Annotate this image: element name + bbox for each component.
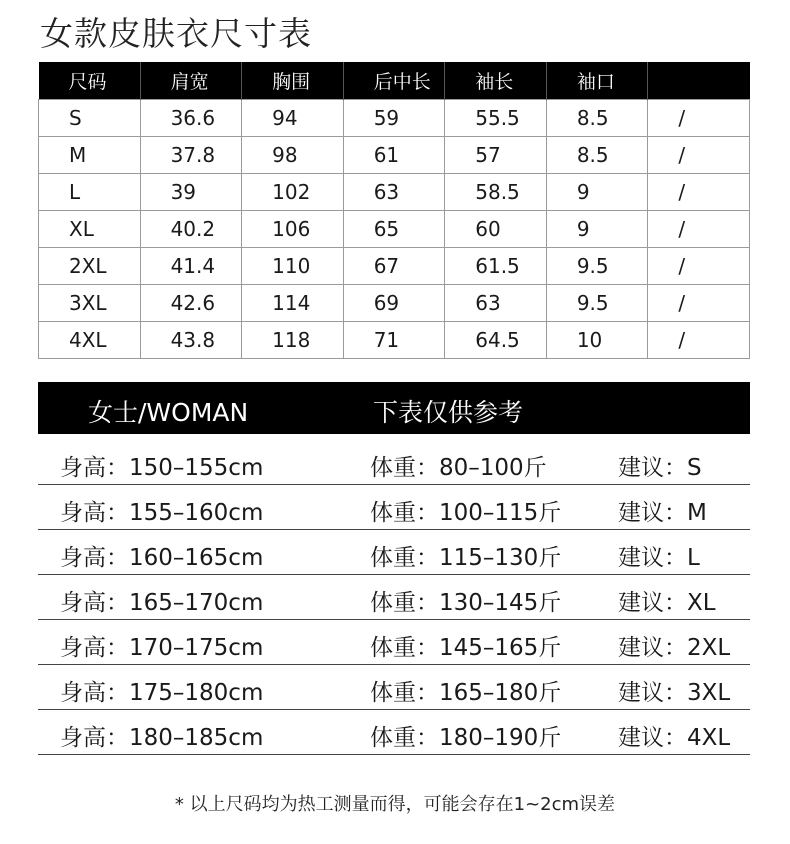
table-cell: 2XL (39, 248, 141, 285)
suggested-size: 建议：L (618, 545, 700, 571)
table-cell: 61.5 (445, 248, 547, 285)
recommendation-list (38, 440, 750, 755)
list-item (38, 575, 750, 620)
suggested-size: 建议：XL (618, 590, 716, 616)
table-cell: 63 (343, 174, 445, 211)
header-cuff: 袖口 (546, 62, 648, 100)
weight-range: 体重：165–180斤 (370, 680, 562, 706)
table-cell: 60 (445, 211, 547, 248)
table-cell: 43.8 (140, 322, 242, 359)
table-cell: / (648, 285, 750, 322)
banner-note: 下表仅供参考 (373, 398, 524, 427)
table-cell: 94 (242, 100, 344, 137)
table-cell: 10 (546, 322, 648, 359)
table-cell: 63 (445, 285, 547, 322)
height-range: 身高：160–165cm (60, 545, 264, 571)
list-item (38, 440, 750, 485)
weight-range: 体重：180–190斤 (370, 725, 562, 751)
suggested-size: 建议：4XL (618, 725, 731, 751)
table-cell: 64.5 (445, 322, 547, 359)
table-cell: 110 (242, 248, 344, 285)
table-cell: XL (39, 211, 141, 248)
weight-range: 体重：130–145斤 (370, 590, 562, 616)
table-cell: 106 (242, 211, 344, 248)
table-cell: 36.6 (140, 100, 242, 137)
banner-title: 女士/WOMAN (88, 398, 249, 427)
table-row (39, 100, 750, 137)
list-item (38, 530, 750, 575)
table-cell: 37.8 (140, 137, 242, 174)
table-cell: L (39, 174, 141, 211)
table-cell: 8.5 (546, 137, 648, 174)
header-chest: 胸围 (242, 62, 344, 100)
suggested-size: 建议：S (618, 455, 702, 481)
table-cell: 3XL (39, 285, 141, 322)
table-row (39, 285, 750, 322)
list-item (38, 665, 750, 710)
height-range: 身高：180–185cm (60, 725, 264, 751)
table-cell: 114 (242, 285, 344, 322)
table-cell: 40.2 (140, 211, 242, 248)
woman-banner (38, 382, 750, 434)
table-cell: / (648, 248, 750, 285)
table-cell: 71 (343, 322, 445, 359)
table-cell: / (648, 100, 750, 137)
table-cell: 9 (546, 211, 648, 248)
page-title: 女款皮肤衣尺寸表 (40, 14, 312, 53)
list-item (38, 710, 750, 755)
table-cell: / (648, 174, 750, 211)
table-row (39, 174, 750, 211)
table-cell: / (648, 322, 750, 359)
table-cell: 102 (242, 174, 344, 211)
table-cell: 42.6 (140, 285, 242, 322)
table-row (39, 211, 750, 248)
header-back-length: 后中长 (343, 62, 445, 100)
table-cell: 41.4 (140, 248, 242, 285)
table-cell: M (39, 137, 141, 174)
weight-range: 体重：145–165斤 (370, 635, 562, 661)
suggested-size: 建议：M (618, 500, 707, 526)
table-cell: 9.5 (546, 285, 648, 322)
table-cell: 98 (242, 137, 344, 174)
table-cell: 8.5 (546, 100, 648, 137)
list-item (38, 485, 750, 530)
height-range: 身高：165–170cm (60, 590, 264, 616)
table-cell: 65 (343, 211, 445, 248)
weight-range: 体重：100–115斤 (370, 500, 562, 526)
table-cell: 59 (343, 100, 445, 137)
weight-range: 体重：115–130斤 (370, 545, 562, 571)
suggested-size: 建议：2XL (618, 635, 731, 661)
table-cell: 57 (445, 137, 547, 174)
list-item (38, 620, 750, 665)
weight-range: 体重：80–100斤 (370, 455, 547, 481)
table-cell: S (39, 100, 141, 137)
table-cell: 4XL (39, 322, 141, 359)
header-sleeve-length: 袖长 (445, 62, 547, 100)
footnote: * 以上尺码均为热工测量而得，可能会存在1~2cm误差 (174, 794, 616, 815)
table-cell: 9 (546, 174, 648, 211)
height-range: 身高：150–155cm (60, 455, 264, 481)
table-cell: / (648, 137, 750, 174)
size-table (38, 62, 750, 359)
table-cell: 39 (140, 174, 242, 211)
height-range: 身高：155–160cm (60, 500, 264, 526)
table-cell: 55.5 (445, 100, 547, 137)
table-row (39, 137, 750, 174)
table-cell: 9.5 (546, 248, 648, 285)
header-shoulder: 肩宽 (140, 62, 242, 100)
table-row (39, 322, 750, 359)
size-table-header (39, 62, 750, 100)
table-cell: 69 (343, 285, 445, 322)
suggested-size: 建议：3XL (618, 680, 731, 706)
table-cell: 58.5 (445, 174, 547, 211)
height-range: 身高：170–175cm (60, 635, 264, 661)
table-cell: 67 (343, 248, 445, 285)
table-cell: / (648, 211, 750, 248)
height-range: 身高：175–180cm (60, 680, 264, 706)
table-row (39, 248, 750, 285)
table-cell: 118 (242, 322, 344, 359)
table-cell: 61 (343, 137, 445, 174)
header-empty (648, 62, 750, 100)
header-size: 尺码 (39, 62, 141, 100)
